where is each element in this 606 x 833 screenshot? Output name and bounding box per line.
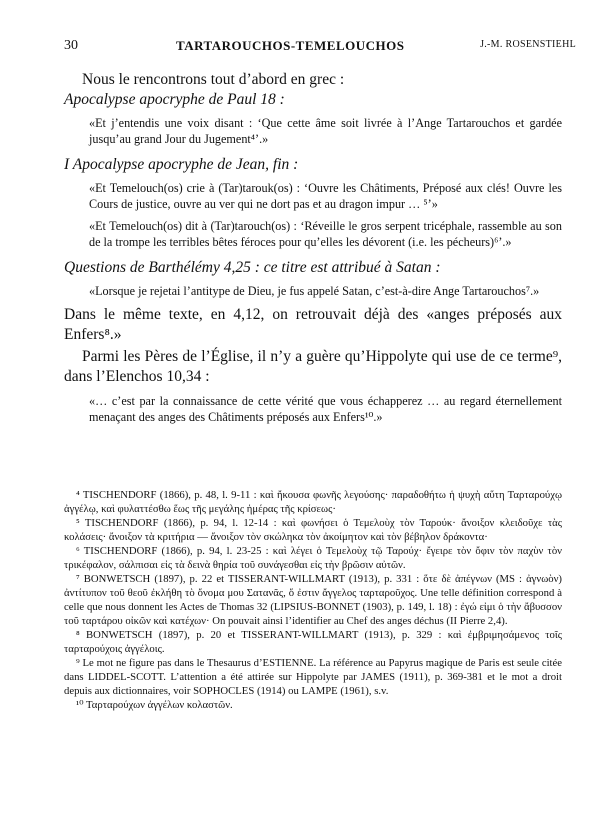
quote-paul: «Et j’entendis une voix disant : ‘Que cette âme soit livrée à l’Ange Tartarouchos et gardée jusqu’au grand Jour du Jugement⁴’.» (89, 116, 562, 146)
quote-hippolyte: «… c’est par la connaissance de cette vérité que vous échapperez … au regard éternellement menaçant des anges des Châtiments préposés aux Enfers¹⁰.» (89, 394, 562, 424)
footnote-7: ⁷ BONWETSCH (1897), p. 22 et TISSERANT-WILLMART (1913), p. 331 : ὅτε δὲ ἀπέγνων (MS : ἀγνωὸν) ἀντίτυπον τοῦ θεοῦ ἐκλήθη τὸ ὄνομα μου Σατανᾶς, ὅ ἐστιν ἄγγελος ταρταροῦχος. Une telle définition correspond à celle que nous donnent les Actes de Thomas 32 (LIPSIUS-BONNET (1903), p. 149, l. 18) : ἐγώ εἰμι ὁ τὴν ἄβυσσον τοῦ ταρτάρου οἰκῶν καὶ κατέχων· On pouvait ainsi l’identifier au Chef des anges déchus (II Pierre 2,4). (64, 573, 562, 627)
footnote-4: ⁴ TISCHENDORF (1866), p. 48, l. 9-11 : καὶ ἤκουσα φωνῆς λεγούσης· παραδοθήτω ἡ ψυχὴ αὕτη Ταρταρούχῳ ἀγγέλῳ, καὶ φυλαττέσθω ἕως τῆς μεγάλης ἡμέρας τῆς κρίσεως· (64, 489, 562, 515)
running-author: J.-M. ROSENSTIEHL (480, 39, 576, 50)
running-header (64, 38, 576, 54)
quote-barthelemy: «Lorsque je rejetai l’antitype de Dieu, je fus appelé Satan, c’est-à-dire Ange Tartarouchos⁷.» (89, 284, 540, 298)
paragraph-fathers: Parmi les Pères de l’Église, il n’y a guère qu’Hippolyte qui use de ce terme⁹, dans l’Elenchos 10,34 : (64, 348, 562, 385)
source-heading-jean: I Apocalypse apocryphe de Jean, fin : (64, 156, 299, 173)
footnote-6: ⁶ TISCHENDORF (1866), p. 94, l. 23-25 : καὶ λέγει ὁ Τεμελοὺχ τῷ Ταρούχ· ἔγειρε τὸν ὄφιν τὸν παχὺν τὸν τρικέφαλον, σάλπισαι εἰς τὰ δεινὰ θηρία τοῦ συνάγεσθαι εἰς τὴν βρῶσιν αὐτῶν. (64, 545, 562, 571)
footnote-9: ⁹ Le mot ne figure pas dans le Thesaurus d’ESTIENNE. La référence au Papyrus magique de Paris est seule citée dans LIDDEL-SCOTT. L’attention a été attirée sur Hippolyte par JAMES (1911), p. 369-381 et le mot a droit depuis aux dictionnaires, voir SOPHOCLES (1914) ou LAMPE (1961), s.v. (64, 657, 562, 697)
footnotes (64, 488, 562, 712)
footnote-8: ⁸ BONWETSCH (1897), p. 20 et TISSERANT-WILLMART (1913), p. 329 : καὶ ἐμβριμησάμενος τοῖς ταρταρούχοις ἀγγέλοις. (64, 629, 562, 655)
quote-jean-2: «Et Temelouch(os) dit à (Tar)tarouch(os) : ‘Réveille le gros serpent tricéphale, rassemble au son de la trompe les terribles bêtes féroces pour qu’elles les dévorent (i.e. les pécheurs)⁶’.» (89, 219, 562, 249)
main-text (64, 70, 562, 431)
footnote-10: ¹⁰ Ταρταρούχων ἀγγέλων κολαστῶν. (76, 699, 233, 711)
source-heading-paul: Apocalypse apocryphe de Paul 18 : (64, 91, 285, 108)
paragraph-same-text: Dans le même texte, en 4,12, on retrouvait déjà des «anges préposés aux Enfers⁸.» (64, 306, 562, 343)
footnote-5: ⁵ TISCHENDORF (1866), p. 94, l. 12-14 : καὶ φωνήσει ὁ Τεμελοὺχ τὸν Ταρούκ· ἄνοιξον κλειδοῦχε τὰς κολάσεις· ἄνοιξον τὰ κριτήρια — ἄνοιξον τὸν σκώληκα τὸν ἀκοίμητον καὶ τὸν βέβηλον δράκοντα· (64, 517, 562, 543)
quote-jean-1: «Et Temelouch(os) crie à (Tar)tarouk(os) : ‘Ouvre les Châtiments, Préposé aux clés! Ouvre les Cours de justice, ouvre au ver qui ne dort pas et au dragon impur … ⁵’» (89, 181, 562, 211)
running-title: TARTAROUCHOS-TEMELOUCHOS (176, 38, 405, 53)
source-heading-barthelemy: Questions de Barthélémy 4,25 : ce titre est attribué à Satan : (64, 259, 441, 276)
page-number: 30 (64, 38, 78, 53)
intro-paragraph: Nous le rencontrons tout d’abord en grec : (82, 71, 345, 88)
